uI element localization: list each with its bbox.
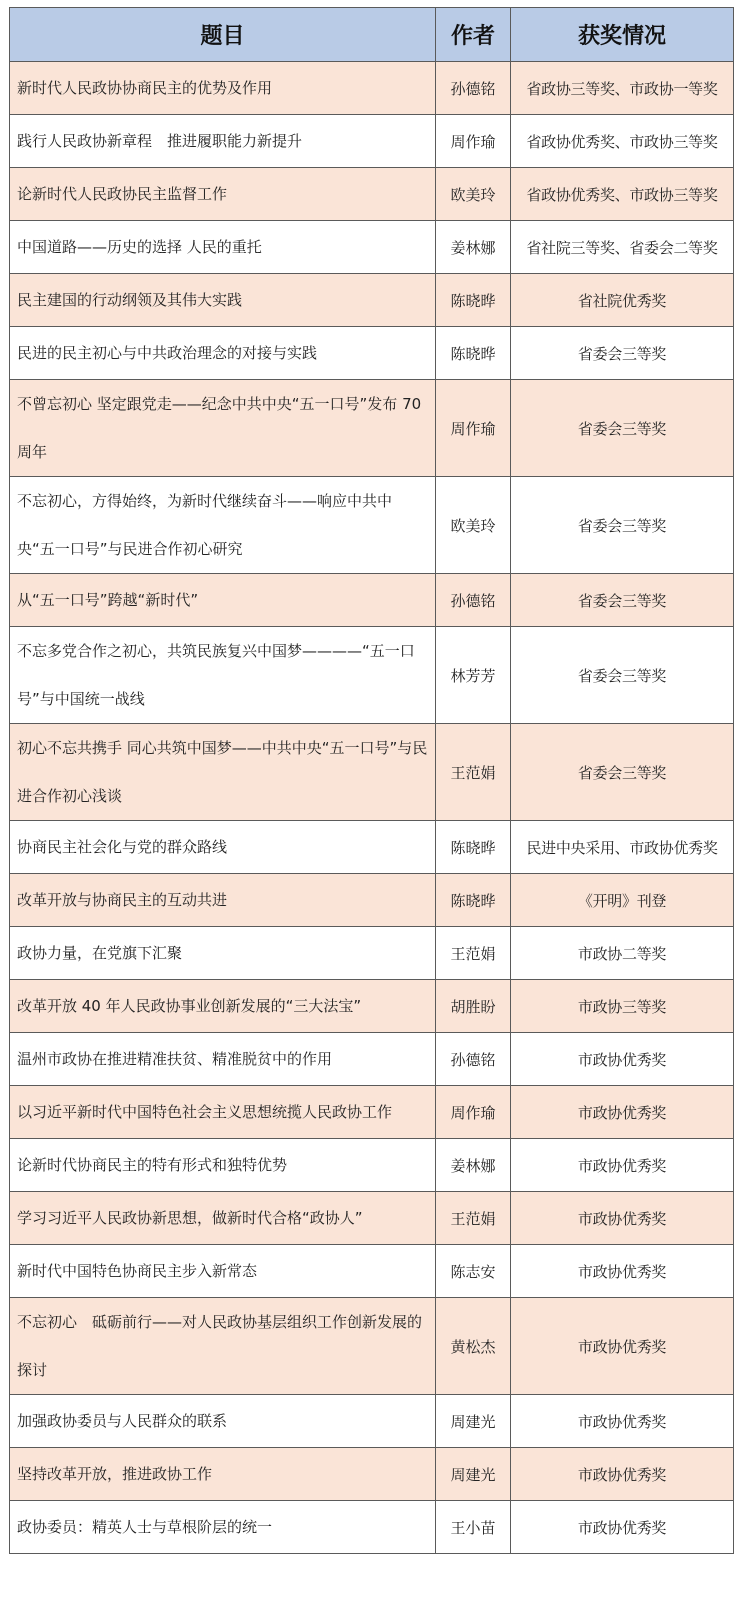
row-author: 陈晓晔 — [436, 874, 511, 927]
table-row — [10, 1448, 734, 1501]
table-row — [10, 1139, 734, 1192]
table-row — [10, 327, 734, 380]
row-title: 加强政协委员与人民群众的联系 — [10, 1395, 436, 1448]
table-row — [10, 115, 734, 168]
row-author: 陈晓晔 — [436, 327, 511, 380]
row-author: 陈晓晔 — [436, 821, 511, 874]
row-award: 省委会三等奖 — [511, 574, 734, 627]
row-award: 市政协优秀奖 — [511, 1033, 734, 1086]
row-title: 学习习近平人民政协新思想，做新时代合格“政协人” — [10, 1192, 436, 1245]
row-award: 省委会三等奖 — [511, 327, 734, 380]
row-author: 周作瑜 — [436, 115, 511, 168]
row-title: 不忘初心，方得始终，为新时代继续奋斗——响应中共中央“五一口号”与民进合作初心研究 — [10, 477, 436, 574]
row-award: 市政协优秀奖 — [511, 1501, 734, 1554]
row-award: 市政协优秀奖 — [511, 1395, 734, 1448]
row-award: 市政协优秀奖 — [511, 1086, 734, 1139]
table-row — [10, 1033, 734, 1086]
table-row — [10, 1395, 734, 1448]
row-title: 新时代中国特色协商民主步入新常态 — [10, 1245, 436, 1298]
table-row — [10, 274, 734, 327]
row-author: 周作瑜 — [436, 1086, 511, 1139]
table-row — [10, 1245, 734, 1298]
table-row — [10, 168, 734, 221]
row-author: 孙德铭 — [436, 62, 511, 115]
table-row — [10, 1192, 734, 1245]
row-author: 黄松杰 — [436, 1298, 511, 1395]
row-author: 王范娟 — [436, 724, 511, 821]
table-row — [10, 927, 734, 980]
row-award: 市政协优秀奖 — [511, 1448, 734, 1501]
row-title: 不曾忘初心 坚定跟党走——纪念中共中央“五一口号”发布 70 周年 — [10, 380, 436, 477]
row-author: 欧美玲 — [436, 477, 511, 574]
row-author: 周建光 — [436, 1395, 511, 1448]
row-award: 市政协优秀奖 — [511, 1139, 734, 1192]
table-row — [10, 980, 734, 1033]
row-award: 省政协三等奖、市政协一等奖 — [511, 62, 734, 115]
row-award: 省社院优秀奖 — [511, 274, 734, 327]
table-row — [10, 574, 734, 627]
table-row — [10, 477, 734, 574]
row-author: 孙德铭 — [436, 1033, 511, 1086]
row-title: 政协力量，在党旗下汇聚 — [10, 927, 436, 980]
row-title: 以习近平新时代中国特色社会主义思想统揽人民政协工作 — [10, 1086, 436, 1139]
row-award: 省委会三等奖 — [511, 380, 734, 477]
row-author: 王小苗 — [436, 1501, 511, 1554]
row-title: 政协委员：精英人士与草根阶层的统一 — [10, 1501, 436, 1554]
header-award: 获奖情况 — [511, 8, 734, 62]
table-row — [10, 221, 734, 274]
row-title: 从“五一口号”跨越“新时代” — [10, 574, 436, 627]
table-row — [10, 62, 734, 115]
row-award: 市政协优秀奖 — [511, 1245, 734, 1298]
row-title: 改革开放 40 年人民政协事业创新发展的“三大法宝” — [10, 980, 436, 1033]
row-title: 中国道路——历史的选择 人民的重托 — [10, 221, 436, 274]
row-title: 坚持改革开放，推进政协工作 — [10, 1448, 436, 1501]
table-row — [10, 1086, 734, 1139]
row-author: 王范娟 — [436, 1192, 511, 1245]
row-author: 欧美玲 — [436, 168, 511, 221]
row-award: 省政协优秀奖、市政协三等奖 — [511, 115, 734, 168]
row-title: 初心不忘共携手 同心共筑中国梦——中共中央“五一口号”与民进合作初心浅谈 — [10, 724, 436, 821]
row-author: 姜林娜 — [436, 1139, 511, 1192]
header-author: 作者 — [436, 8, 511, 62]
header-row — [10, 8, 734, 62]
row-author: 陈志安 — [436, 1245, 511, 1298]
row-award: 市政协三等奖 — [511, 980, 734, 1033]
row-title: 不忘多党合作之初心，共筑民族复兴中国梦————“五一口号”与中国统一战线 — [10, 627, 436, 724]
header-title: 题目 — [10, 8, 436, 62]
table-row — [10, 380, 734, 477]
row-award: 市政协优秀奖 — [511, 1192, 734, 1245]
row-award: 省委会三等奖 — [511, 627, 734, 724]
row-author: 林芳芳 — [436, 627, 511, 724]
row-title: 新时代人民政协协商民主的优势及作用 — [10, 62, 436, 115]
row-award: 省社院三等奖、省委会二等奖 — [511, 221, 734, 274]
row-title: 民进的民主初心与中共政治理念的对接与实践 — [10, 327, 436, 380]
table-row — [10, 1298, 734, 1395]
row-award: 市政协优秀奖 — [511, 1298, 734, 1395]
row-author: 周作瑜 — [436, 380, 511, 477]
row-title: 温州市政协在推进精准扶贫、精准脱贫中的作用 — [10, 1033, 436, 1086]
row-title: 论新时代人民政协民主监督工作 — [10, 168, 436, 221]
row-author: 姜林娜 — [436, 221, 511, 274]
row-author: 王范娟 — [436, 927, 511, 980]
table-row — [10, 627, 734, 724]
table-row — [10, 1501, 734, 1554]
table-header — [10, 8, 734, 62]
table-body — [10, 62, 734, 1554]
table-row — [10, 821, 734, 874]
row-author: 周建光 — [436, 1448, 511, 1501]
row-award: 市政协二等奖 — [511, 927, 734, 980]
row-award: 省委会三等奖 — [511, 477, 734, 574]
row-award: 民进中央采用、市政协优秀奖 — [511, 821, 734, 874]
row-title: 民主建国的行动纲领及其伟大实践 — [10, 274, 436, 327]
row-award: 《开明》刊登 — [511, 874, 734, 927]
row-title: 践行人民政协新章程 推进履职能力新提升 — [10, 115, 436, 168]
row-title: 论新时代协商民主的特有形式和独特优势 — [10, 1139, 436, 1192]
table-row — [10, 724, 734, 821]
row-author: 孙德铭 — [436, 574, 511, 627]
row-award: 省委会三等奖 — [511, 724, 734, 821]
row-author: 陈晓晔 — [436, 274, 511, 327]
table-row — [10, 874, 734, 927]
row-title: 协商民主社会化与党的群众路线 — [10, 821, 436, 874]
row-title: 不忘初心 砥砺前行——对人民政协基层组织工作创新发展的探讨 — [10, 1298, 436, 1395]
row-award: 省政协优秀奖、市政协三等奖 — [511, 168, 734, 221]
awards-table — [9, 7, 734, 1554]
row-author: 胡胜盼 — [436, 980, 511, 1033]
row-title: 改革开放与协商民主的互动共进 — [10, 874, 436, 927]
